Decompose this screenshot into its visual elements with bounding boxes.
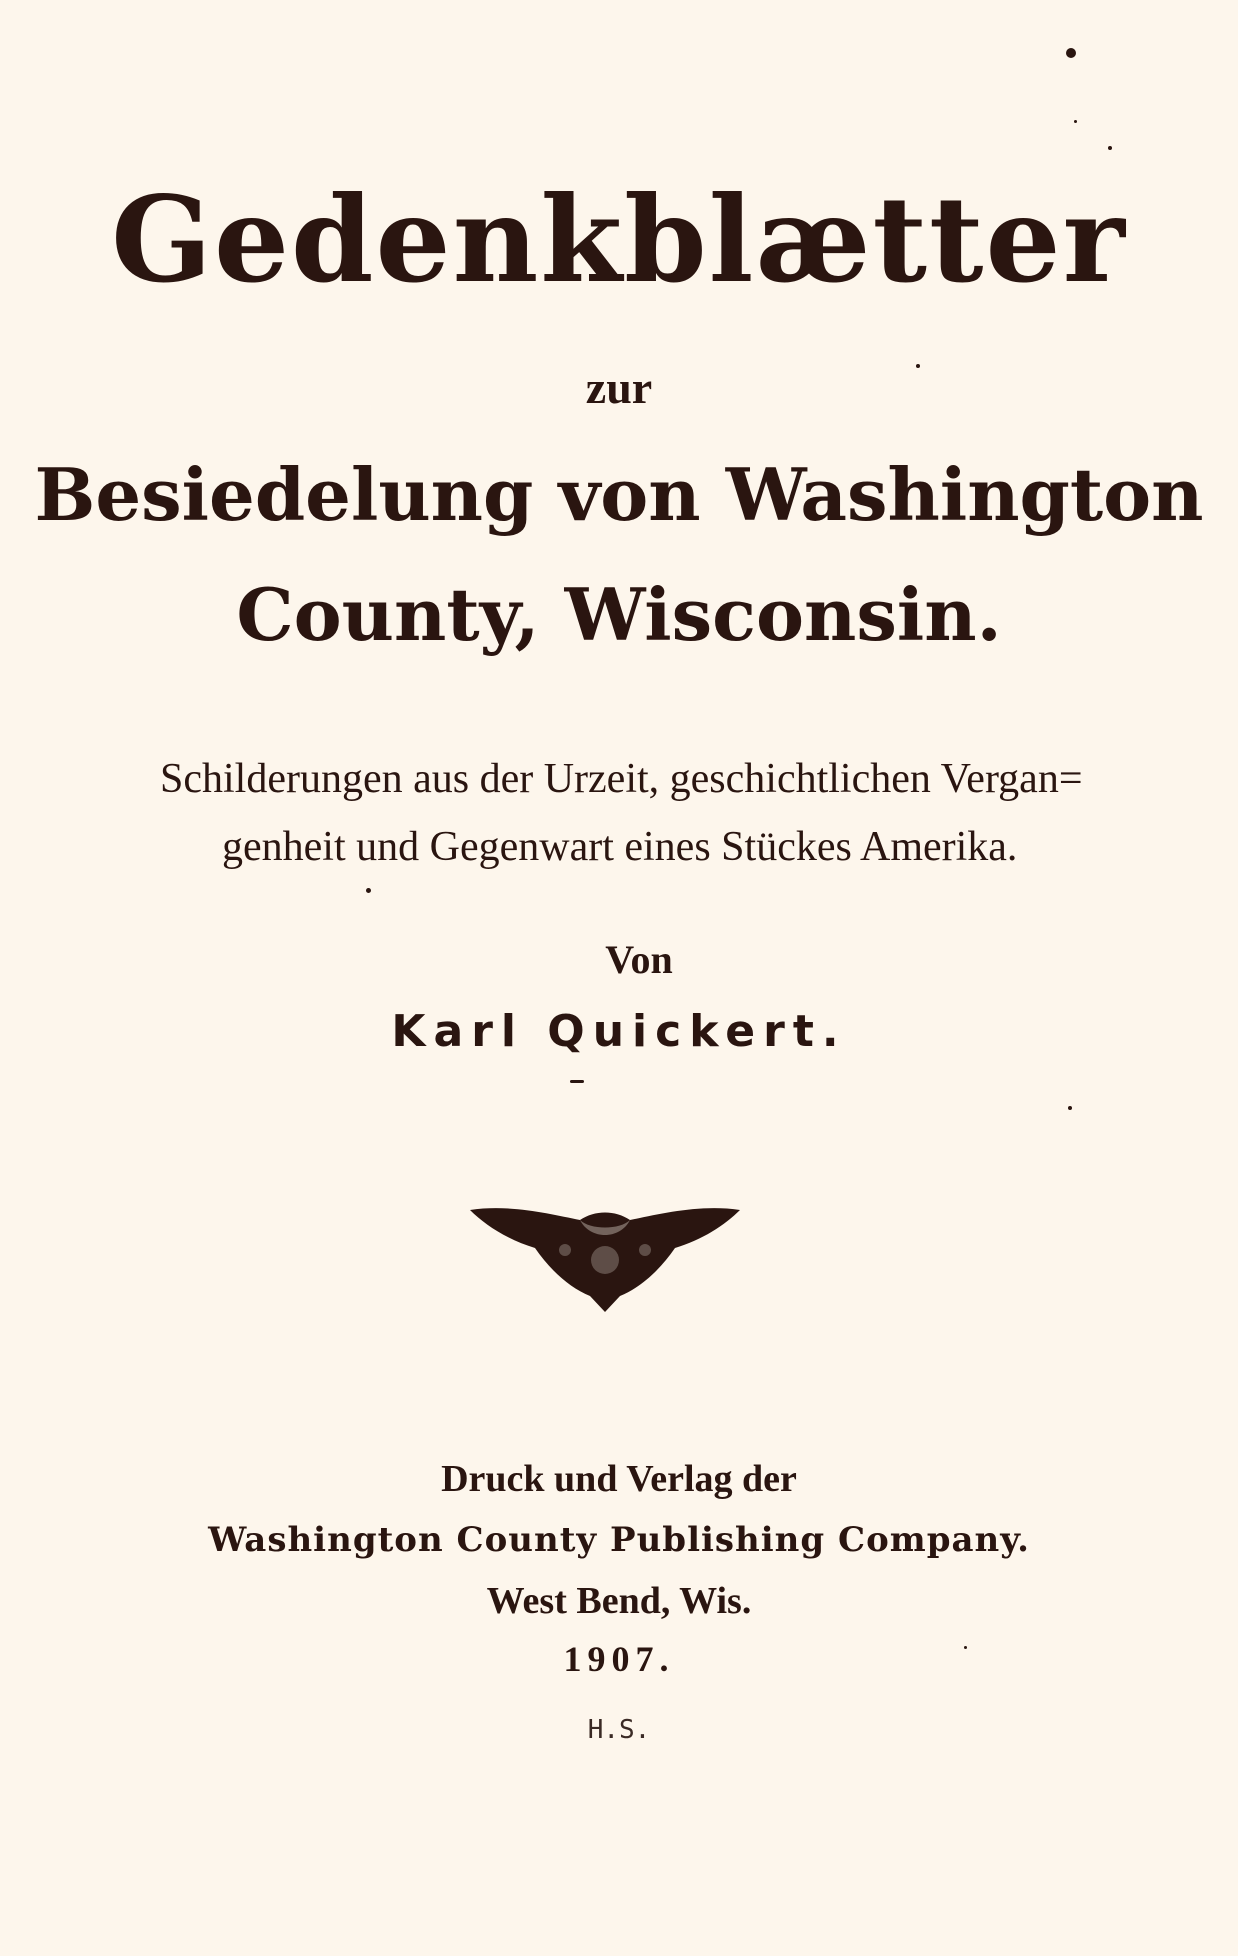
ink-speck xyxy=(1068,1106,1072,1110)
ink-speck xyxy=(366,888,371,893)
title-connector: zur xyxy=(585,362,653,413)
publisher-name: Washington County Publishing Company. xyxy=(208,1520,1030,1560)
ink-speck xyxy=(1074,120,1077,123)
publication-year: 1907. xyxy=(563,1639,675,1679)
ink-speck xyxy=(570,1080,584,1083)
by-label: Von xyxy=(605,937,673,982)
description-line-1: Schilderungen aus der Urzeit, geschichtlichen Vergan= xyxy=(160,756,1083,802)
author-name: Karl Quickert. xyxy=(391,1006,847,1057)
ink-speck xyxy=(964,1646,967,1649)
ink-speck xyxy=(1066,48,1076,58)
ink-speck xyxy=(916,364,920,368)
printer-line: Druck und Verlag der xyxy=(441,1458,797,1500)
publication-place: West Bend, Wis. xyxy=(486,1580,752,1622)
subtitle-line-1: Besiedelung von Washington xyxy=(34,452,1204,537)
book-title: Gedenkblætter xyxy=(111,170,1127,309)
vignette-ornament-icon xyxy=(470,1200,740,1320)
subtitle-line-2: County, Wisconsin. xyxy=(236,572,1002,657)
ink-speck xyxy=(1108,146,1112,150)
description-line-2: genheit und Gegenwart eines Stückes Amerika. xyxy=(222,824,1018,870)
handwritten-mark: H.S. xyxy=(587,1715,651,1745)
